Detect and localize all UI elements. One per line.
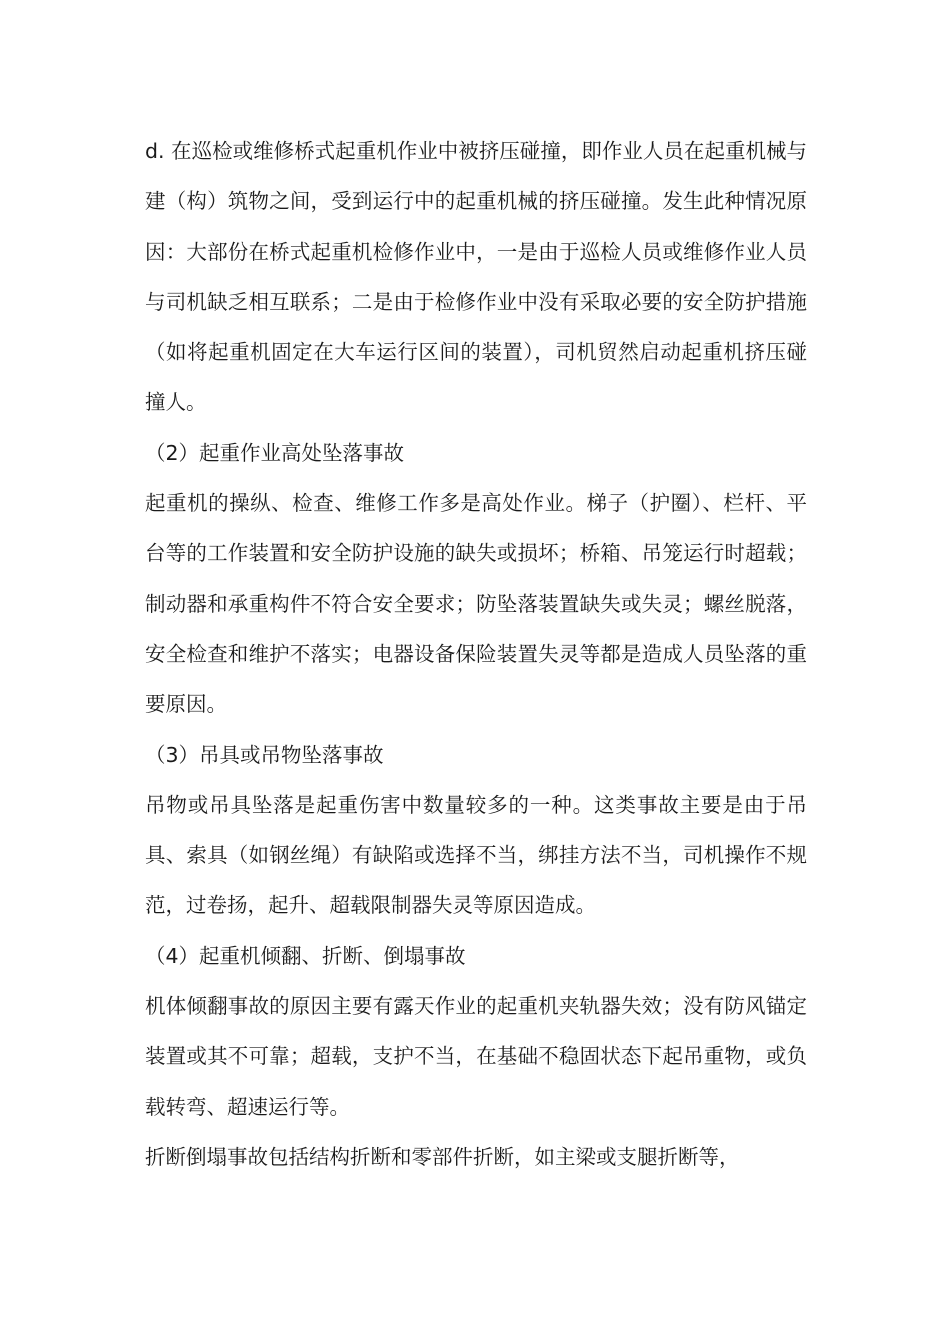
body-paragraph: 折断倒塌事故包括结构折断和零部件折断，如主梁或支腿折断等， (145, 1144, 740, 1169)
section-heading: （4）起重机倾翻、折断、倒塌事故 (145, 943, 466, 968)
body-paragraph: 吊物或吊具坠落是起重伤害中数量较多的一种。这类事故主要是由于吊具、索具（如钢丝绳）有缺陷或选择不当，绑挂方法不当，司机操作不规范，过卷扬，起升、超载限制器失灵等原因造成。 (145, 792, 807, 918)
document-body (145, 126, 807, 1182)
body-paragraph: d. 在巡检或维修桥式起重机作业中被挤压碰撞，即作业人员在起重机械与建（构）筑物之间，受到运行中的起重机械的挤压碰撞。发生此种情况原因：大部份在桥式起重机检修作业中，一是由于巡检人员或维修作业人员与司机缺乏相互联系；二是由于检修作业中没有采取必要的安全防护措施（如将起重机固定在大车运行区间的装置），司机贸然启动起重机挤压碰撞人。 (145, 139, 807, 415)
section-heading: （3）吊具或吊物坠落事故 (145, 742, 384, 767)
body-paragraph: 起重机的操纵、检查、维修工作多是高处作业。梯子（护圈）、栏杆、平台等的工作装置和安全防护设施的缺失或损坏；桥箱、吊笼运行时超载；制动器和承重构件不符合安全要求；防坠落装置缺失或失灵；螺丝脱落，安全检查和维护不落实；电器设备保险装置失灵等都是造成人员坠落的重要原因。 (145, 491, 807, 717)
section-heading: （2）起重作业高处坠落事故 (145, 440, 405, 465)
body-paragraph: 机体倾翻事故的原因主要有露天作业的起重机夹轨器失效；没有防风锚定装置或其不可靠；超载，支护不当，在基础不稳固状态下起吊重物，或负载转弯、超速运行等。 (145, 994, 807, 1119)
